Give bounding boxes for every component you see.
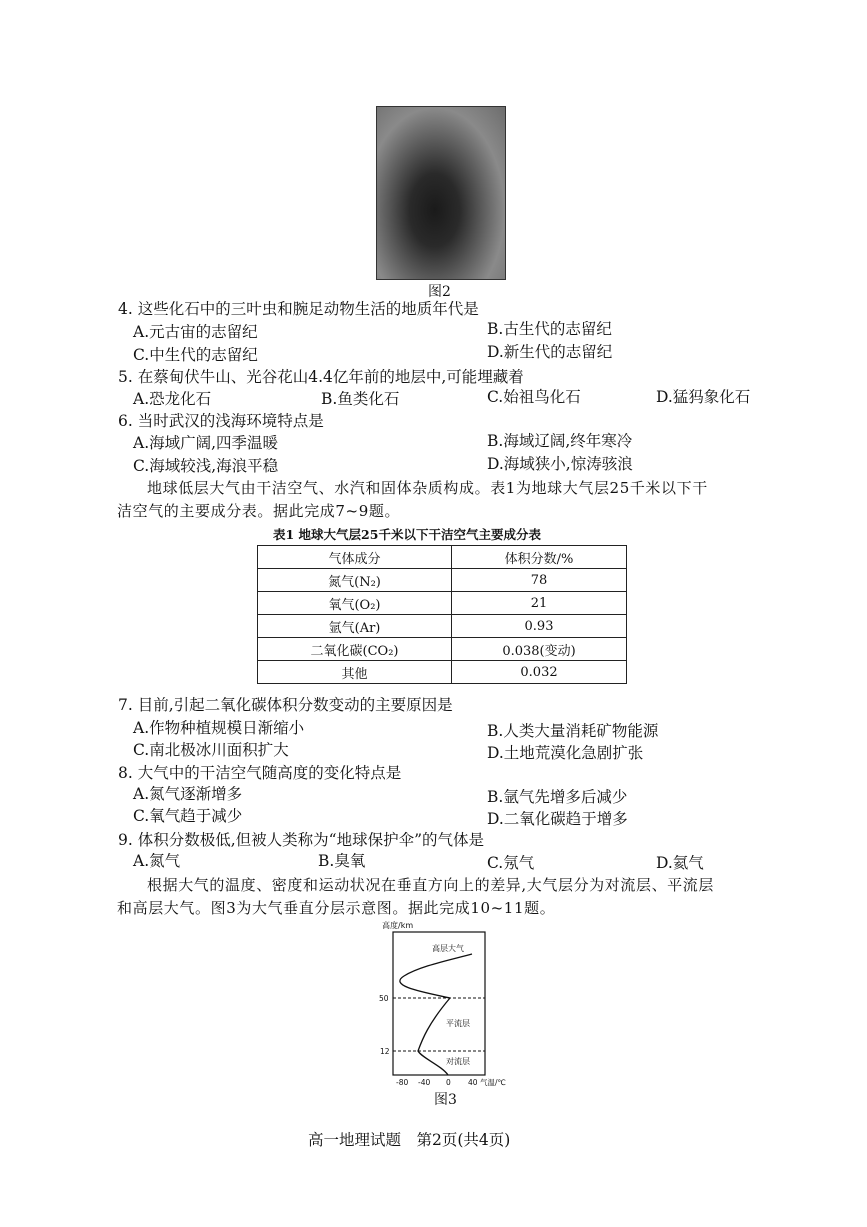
intro-10-11-line1: 根据大气的温度、密度和运动状况在垂直方向上的差异,大气层分为对流层、平流层 xyxy=(147,876,714,894)
x-tick-minus40: -40 xyxy=(418,1078,431,1087)
q8-option-d: D.二氧化碳趋于增多 xyxy=(487,810,628,828)
intro-7-9-line2: 洁空气的主要成分表。据此完成7~9题。 xyxy=(117,502,401,520)
q9-option-a: A.氮气 xyxy=(133,852,181,870)
question-5: 5. 在蔡甸伏牛山、光谷花山4.4亿年前的地层中,可能埋藏着 xyxy=(118,368,524,386)
table-cell: 0.038(变动) xyxy=(452,638,627,661)
fossil-photo xyxy=(376,106,506,280)
q4-option-c: C.中生代的志留纪 xyxy=(133,346,258,364)
fig3-caption: 图3 xyxy=(434,1092,457,1108)
fig3-atmosphere-diagram xyxy=(360,920,540,1092)
question-6: 6. 当时武汉的浅海环境特点是 xyxy=(118,412,324,430)
x-tick-minus80: -80 xyxy=(396,1078,409,1087)
table-cell: 氧气(O₂) xyxy=(258,592,452,615)
table-cell: 氮气(N₂) xyxy=(258,569,452,592)
table1-header-volume: 体积分数/% xyxy=(452,546,627,569)
y-tick-12: 12 xyxy=(380,1047,390,1056)
table1-header-row xyxy=(258,546,627,569)
table-cell: 21 xyxy=(452,592,627,615)
intro-7-9-line1: 地球低层大气由干洁空气、水汽和固体杂质构成。表1为地球大气层25千米以下干 xyxy=(147,479,708,497)
q9-option-b: B.臭氧 xyxy=(318,852,366,870)
table1-header-gas: 气体成分 xyxy=(258,546,452,569)
q7-option-b: B.人类大量消耗矿物能源 xyxy=(487,722,659,740)
table-row xyxy=(258,569,627,592)
layer-label-upper: 高层大气 xyxy=(432,944,464,953)
question-8: 8. 大气中的干洁空气随高度的变化特点是 xyxy=(118,764,402,782)
table-cell: 二氧化碳(CO₂) xyxy=(258,638,452,661)
q4-option-a: A.元古宙的志留纪 xyxy=(133,323,258,341)
table-cell: 其他 xyxy=(258,661,452,684)
y-tick-50: 50 xyxy=(379,994,389,1003)
q7-option-d: D.土地荒漠化急剧扩张 xyxy=(487,744,644,762)
q7-option-c: C.南北极冰川面积扩大 xyxy=(133,741,289,759)
q8-option-c: C.氧气趋于减少 xyxy=(133,807,243,825)
layer-label-stratosphere: 平流层 xyxy=(446,1019,470,1028)
table-row xyxy=(258,638,627,661)
q8-option-b: B.氩气先增多后减少 xyxy=(487,788,628,806)
q8-option-a: A.氮气逐渐增多 xyxy=(133,785,243,803)
table-row xyxy=(258,661,627,684)
x-tick-0: 0 xyxy=(446,1078,451,1087)
q5-option-c: C.始祖鸟化石 xyxy=(487,388,581,406)
fig2-caption: 图2 xyxy=(428,284,451,300)
diagram-frame xyxy=(393,932,485,1075)
table1-title: 表1 地球大气层25千米以下干洁空气主要成分表 xyxy=(273,527,541,542)
q5-option-d: D.猛犸象化石 xyxy=(656,388,751,406)
x-tick-40: 40 xyxy=(468,1078,478,1087)
q5-option-b: B.鱼类化石 xyxy=(321,390,400,408)
q4-option-d: D.新生代的志留纪 xyxy=(487,343,613,361)
table1 xyxy=(257,545,627,684)
page-footer: 高一地理试题 第2页(共4页) xyxy=(308,1131,511,1149)
y-axis-label: 高度/km xyxy=(382,921,414,930)
table-cell: 0.93 xyxy=(452,615,627,638)
q6-option-a: A.海域广阔,四季温暖 xyxy=(133,434,279,452)
q6-option-d: D.海域狭小,惊涛骇浪 xyxy=(487,455,633,473)
intro-10-11-line2: 和高层大气。图3为大气垂直分层示意图。据此完成10~11题。 xyxy=(117,899,556,917)
table-row xyxy=(258,592,627,615)
table-cell: 0.032 xyxy=(452,661,627,684)
q6-option-c: C.海域较浅,海浪平稳 xyxy=(133,457,279,475)
question-7: 7. 目前,引起二氧化碳体积分数变动的主要原因是 xyxy=(118,696,453,714)
table-cell: 78 xyxy=(452,569,627,592)
question-4: 4. 这些化石中的三叶虫和腕足动物生活的地质年代是 xyxy=(118,300,479,318)
question-9: 9. 体积分数极低,但被人类称为“地球保护伞”的气体是 xyxy=(118,831,484,849)
q5-option-a: A.恐龙化石 xyxy=(133,390,212,408)
table-row xyxy=(258,615,627,638)
q9-option-c: C.氖气 xyxy=(487,854,535,872)
table-cell: 氩气(Ar) xyxy=(258,615,452,638)
q4-option-b: B.古生代的志留纪 xyxy=(487,320,612,338)
q6-option-b: B.海域辽阔,终年寒冷 xyxy=(487,432,633,450)
q7-option-a: A.作物种植规模日渐缩小 xyxy=(133,719,305,737)
x-axis-label: 气温/℃ xyxy=(480,1078,506,1087)
q9-option-d: D.氦气 xyxy=(656,854,704,872)
layer-label-troposphere: 对流层 xyxy=(446,1057,470,1066)
